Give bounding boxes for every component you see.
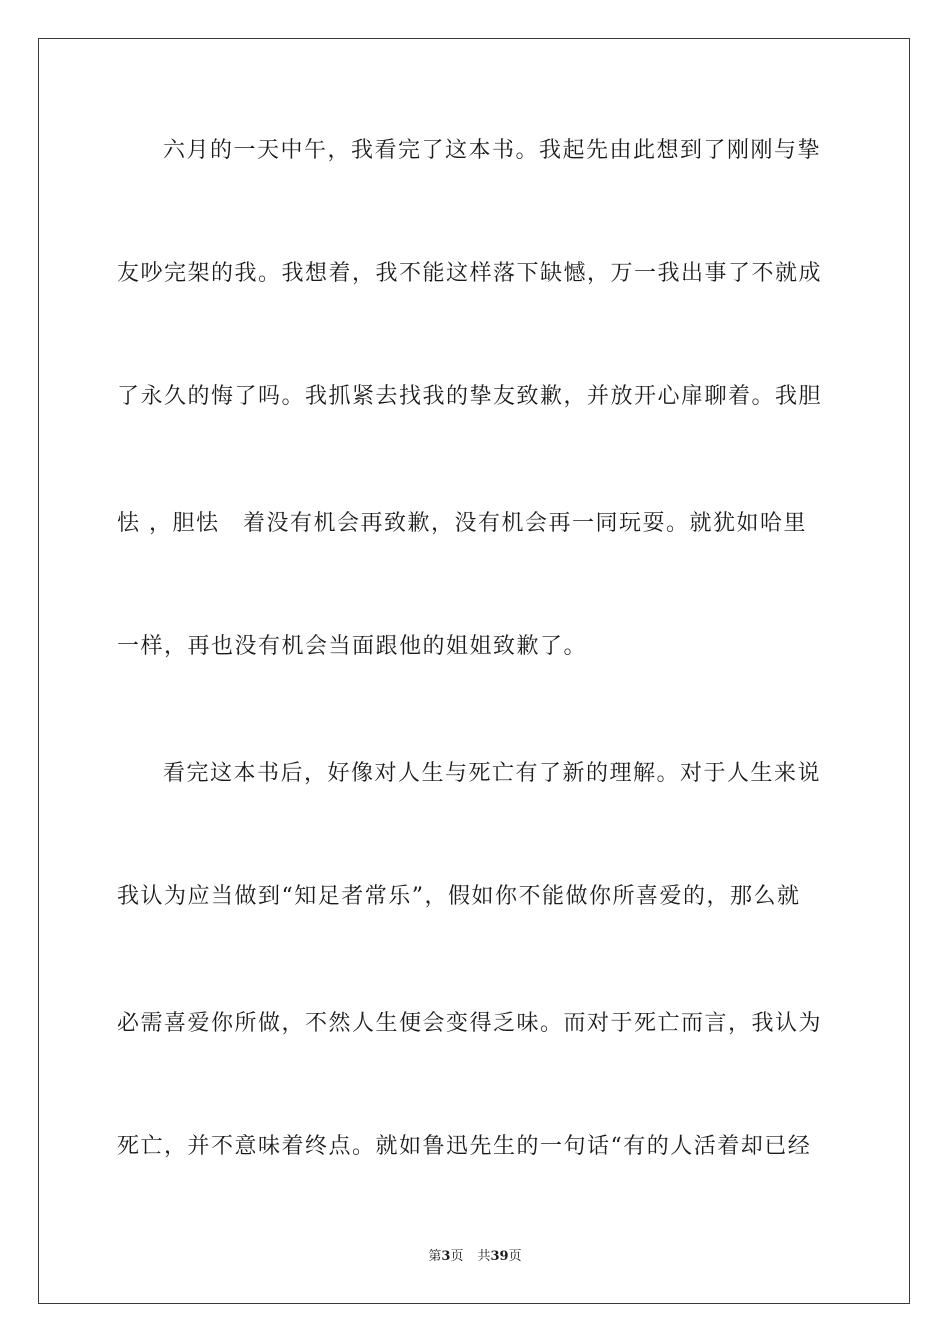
paragraph-1-line-3: 了永久的悔了吗。我抓紧去找我的挚友致歉，并放开心扉聊着。我胆 (117, 384, 823, 409)
page-footer (0, 1248, 950, 1266)
paragraph-2-line-1: 看完这本书后，好像对人生与死亡有了新的理解。对于人生来说 (163, 761, 822, 786)
paragraph-2-line-2: 我认为应当做到“知足者常乐”，假如你不能做你所喜爱的，那么就 (117, 884, 801, 909)
page-suffix: 页 (450, 1249, 464, 1264)
page-prefix: 第 (428, 1249, 442, 1264)
total-suffix: 页 (508, 1249, 522, 1264)
paragraph-2-line-4: 死亡，并不意味着终点。就如鲁迅先生的一句话“有的人活着却已经 (117, 1134, 812, 1159)
paragraph-1-line-5: 一样，再也没有机会当面跟他的姐姐致歉了。 (117, 634, 588, 659)
total-pages: 39 (490, 1249, 509, 1264)
page-number: 3 (441, 1249, 451, 1264)
total-prefix: 共 (477, 1249, 491, 1264)
page-frame (38, 38, 910, 1304)
paragraph-1-line-2: 友吵完架的我。我想着，我不能这样落下缺憾，万一我出事了不就成 (117, 261, 823, 286)
paragraph-1-line-4: 怯 ，胆怯 着没有机会再致歉，没有机会再一同玩耍。就犹如哈里 (117, 511, 807, 536)
paragraph-2-line-3: 必需喜爱你所做，不然人生便会变得乏味。而对于死亡而言，我认为 (117, 1011, 823, 1036)
paragraph-1-line-1: 六月的一天中午，我看完了这本书。我起先由此想到了刚刚与挚 (163, 138, 822, 163)
